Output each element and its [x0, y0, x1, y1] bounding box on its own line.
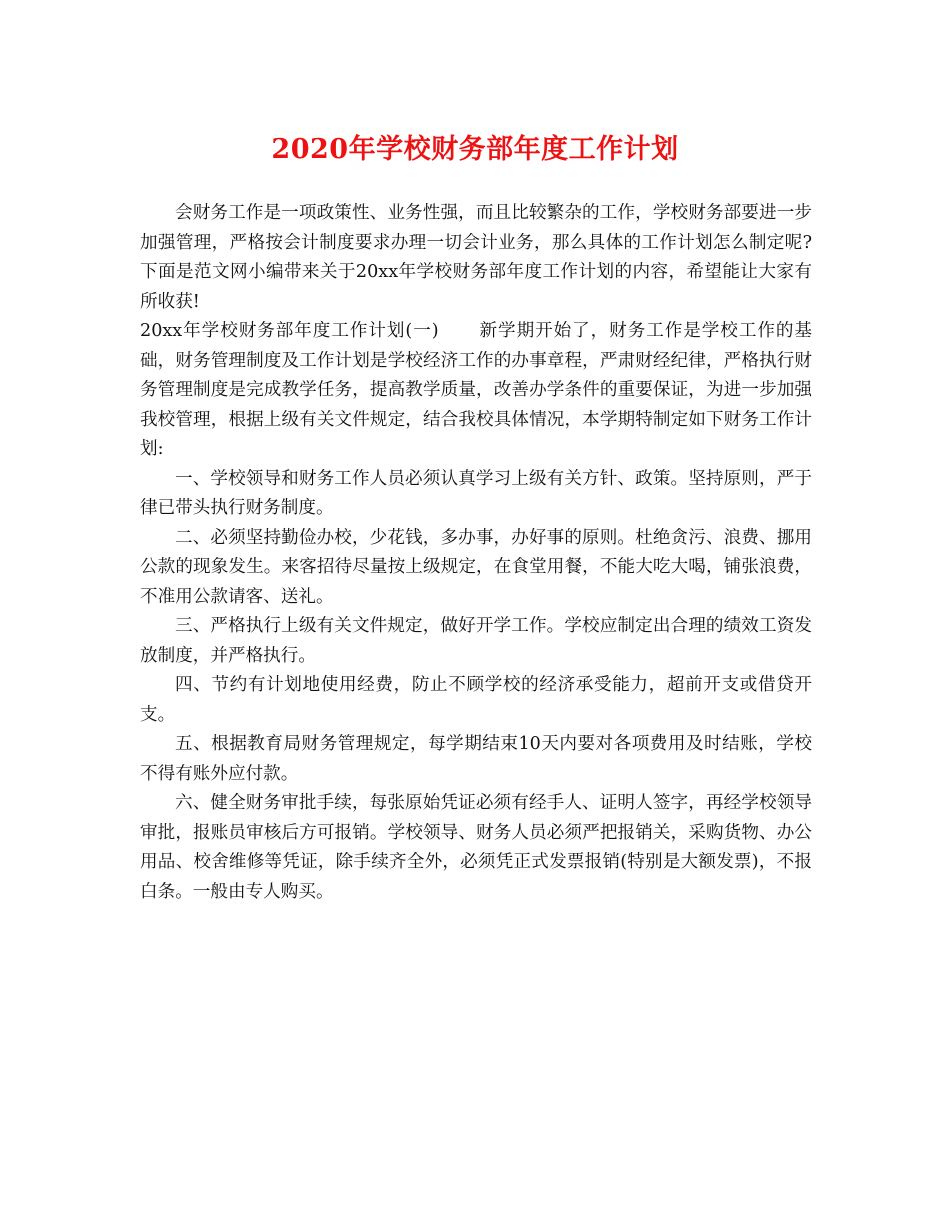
plan-item-2: 二、必须坚持勤俭办校，少花钱，多办事，办好事的原则。杜绝贪污、浪费、挪用公款的现象发生。来客招待尽量按上级规定，在食堂用餐，不能大吃大喝，铺张浪费，不准用公款请客、送礼。 [140, 527, 812, 607]
document-body [140, 199, 812, 907]
intro-paragraph: 会财务工作是一项政策性、业务性强，而且比较繁杂的工作，学校财务部要进一步加强管理，严格按会计制度要求办理一切会计业务，那么具体的工作计划怎么制定呢?下面是范文网小编带来关于20xx年学校财务部年度工作计划的内容，希望能让大家有所收获! [140, 203, 812, 312]
plan-item-1: 一、学校领导和财务工作人员必须认真学习上级有关方针、政策。坚持原则，严于律已带头执行财务制度。 [140, 468, 812, 518]
plan-item-4: 四、节约有计划地使用经费，防止不顾学校的经济承受能力，超前开支或借贷开支。 [140, 675, 812, 725]
plan-item-6: 六、健全财务审批手续，每张原始凭证必须有经手人、证明人签字，再经学校领导审批，报账员审核后方可报销。学校领导、财务人员必须严把报销关，采购货物、办公用品、校舍维修等凭证，除手续齐全外，必须凭正式发票报销(特别是大额发票)，不报白条。一般由专人购买。 [140, 793, 812, 902]
section-paragraph [140, 317, 812, 465]
section-heading: 20xx年学校财务部年度工作计划(一) [140, 321, 439, 341]
plan-item-5: 五、根据教育局财务管理规定，每学期结束10天内要对各项费用及时结账，学校不得有账外应付款。 [140, 734, 812, 784]
section-lead: 新学期开始了，财务工作是学校工作的基础，财务管理制度及工作计划是学校经济工作的办事章程，严肃财经纪律，严格执行财务管理制度是完成教学任务，提高教学质量，改善办学条件的重要保证，为进一步加强我校管理，根据上级有关文件规定，结合我校具体情况，本学期特制定如下财务工作计划: [140, 321, 812, 459]
plan-item-3: 三、严格执行上级有关文件规定，做好开学工作。学校应制定出合理的绩效工资发放制度，并严格执行。 [140, 616, 812, 666]
document-title: 2020年学校财务部年度工作计划 [271, 134, 679, 165]
